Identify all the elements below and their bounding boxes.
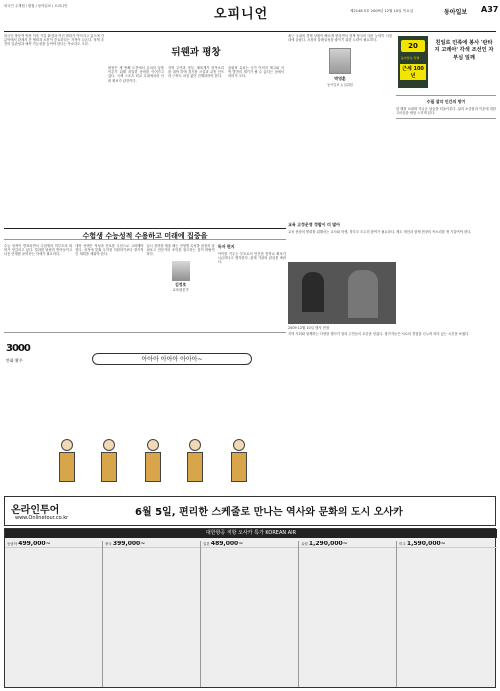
letters-section bbox=[288, 222, 496, 260]
book-cover bbox=[398, 36, 428, 88]
cartoon-brand: 3000 bbox=[6, 343, 30, 354]
author-name: 박영훈 bbox=[334, 76, 346, 82]
side-box bbox=[396, 95, 496, 119]
ad-item-price: 1,290,000~ bbox=[308, 541, 348, 547]
ad-item-price: 489,000~ bbox=[210, 541, 244, 547]
author-role: 동아일보 논설위원 bbox=[327, 83, 353, 88]
book-badge: 20 bbox=[401, 40, 425, 52]
main-text-3: 올림픽 유치는 국가 이미지 제고와 지역 발전의 계기가 될 수 있다는 점에서 의미가 크다. bbox=[228, 66, 284, 79]
op-ed-article bbox=[4, 244, 286, 328]
book-title: 친일로 민족에 봉사 '판타지 고레아' 각색 조선인 자부심 일깨 bbox=[434, 40, 494, 61]
main-text-columns bbox=[108, 66, 284, 216]
op-ed-author-role: 교육평론가 bbox=[172, 287, 189, 292]
photo-caption: 2009 12월 10일 행사 현장 bbox=[288, 326, 330, 330]
ad-column bbox=[201, 541, 299, 687]
issue-date: 제2148 5호 2009년 12월 10일 목요일 bbox=[350, 9, 414, 13]
op-ed-text-a: 수능 성적이 발표되면서 수험생과 학부모의 희비가 엇갈리고 있다. 결과를 담담히 받아들이고 다음 단계를 준비하는 자세가 필요하다. bbox=[4, 244, 73, 257]
reader-letter-text: 아이를 키우는 부모로서 안전한 통학로 확보가 시급하다고 생각한다. 관계 기관의 관심을 바란다. bbox=[217, 252, 286, 265]
cartoon-figure bbox=[144, 439, 162, 483]
ad-item-price: 499,000~ bbox=[18, 541, 51, 547]
page-number: A37 bbox=[481, 5, 499, 14]
cartoon-figure bbox=[100, 439, 118, 483]
side-text: 한 해를 보내며 지나온 날들을 되돌아본다. 삶의 소중함과 이웃에 대한 고마움을 새삼 느끼게 된다. bbox=[396, 107, 496, 116]
ad-url: www.Onlinetour.co.kr bbox=[15, 515, 69, 521]
op-ed-author bbox=[147, 261, 215, 292]
op-ed-title: 수험생 수능성적 수용하고 미래에 집중을 bbox=[82, 231, 208, 240]
cartoon-figures bbox=[52, 373, 282, 483]
ad-item-title: 유럽 bbox=[301, 542, 308, 546]
book-sub: 동아일보 특별 bbox=[401, 56, 420, 60]
ad-column bbox=[103, 541, 201, 687]
cartoon-strip bbox=[4, 332, 286, 492]
cartoon-author: 만화 황주 bbox=[6, 358, 23, 363]
ad-row-banner: 대한항공 직항 오사카 특가 KOREAN AIR bbox=[5, 529, 497, 538]
ad-column bbox=[299, 541, 397, 687]
travel-ad-grid bbox=[4, 528, 496, 688]
ad-item-title: 일본 bbox=[203, 542, 210, 546]
news-photo bbox=[288, 262, 396, 324]
cartoon-banner: 아아아 아아아 아아아~ bbox=[92, 353, 252, 365]
header-credits: 외국인 주재원 / 편집 / 동아일보 / 오피니언 bbox=[4, 4, 68, 8]
ad-column bbox=[5, 541, 103, 687]
section-title: 오피니언 bbox=[214, 7, 269, 22]
page-header bbox=[4, 3, 499, 33]
main-column bbox=[108, 34, 284, 226]
side-title: 수필 설악 인간의 향기 bbox=[426, 99, 466, 104]
right-lower-text: 지역 사회와 함께하는 다양한 행사가 열려 주민들의 호응을 얻었다. 참가자들은 서로의 경험을 나누며 의미 있는 시간을 보냈다. bbox=[288, 332, 470, 337]
left-column bbox=[4, 34, 104, 226]
op-ed-author-name: 김정호 bbox=[175, 281, 187, 287]
ad-headline: 6월 5일, 편리한 스케줄로 만나는 역사와 문화의 도시 오사카 bbox=[135, 507, 403, 518]
author-portrait bbox=[329, 48, 351, 74]
paper-name: 동아일보 bbox=[444, 9, 468, 16]
reader-letter-title: 독자 편지 bbox=[217, 244, 235, 249]
feature-book-box bbox=[396, 34, 496, 92]
header-rule bbox=[4, 31, 496, 32]
op-ed-author-photo bbox=[172, 261, 190, 281]
main-headline: 뒤웬과 평창 bbox=[171, 47, 221, 58]
right-column bbox=[396, 34, 496, 226]
main-text-2: 지역 주민과 정부, 체육계가 한목소리를 내야 하며 경기장 시설과 교통 인프라 구축도 차질 없이 진행되어야 한다. bbox=[168, 66, 224, 79]
left-column-text: 외국인 방문객 방한 이후 기업 환경과 여건 변화가 이어지고 있으며 각 분야에서 관계자 간 협력과 소통이 중요하다는 지적이 나온다. 정책 추진의 일관성과 예측 가능성을 높여야 한다는 목소리도 크다. bbox=[4, 34, 104, 47]
book-big: 근세 100년 bbox=[400, 64, 426, 80]
cartoon-figure bbox=[230, 439, 248, 483]
letters-text: 교육 현장의 변화를 위해서는 교사와 학생, 학부모 모두의 참여가 필요하다. 제도 개선과 함께 현장의 목소리를 귀 기울여야 한다. bbox=[288, 230, 472, 234]
ad-column bbox=[397, 541, 497, 687]
cartoon-figure bbox=[186, 439, 204, 483]
letters-title: 교육 고정운영 정발이 더 많아 bbox=[288, 222, 340, 227]
ad-header bbox=[4, 496, 496, 526]
ad-logo: 온라인투어 bbox=[11, 505, 60, 516]
second-right-text: 최근 국내외 경제 상황이 빠르게 변하면서 정책 당국의 대응 능력이 시험대에 올랐다. 시장의 불확실성을 줄이기 위한 노력이 필요하다. bbox=[288, 34, 392, 43]
author-box bbox=[288, 48, 392, 87]
op-ed-band bbox=[4, 228, 286, 240]
ad-item-title: 중국 bbox=[105, 542, 112, 546]
right-lower-article bbox=[288, 262, 496, 494]
cartoon-logo bbox=[6, 343, 46, 395]
op-ed-text-b: 대학 선택은 적성과 진로를 우선으로 고려해야 한다. 성적에 맞춰 무작정 지원하기보다 장기적인 계획을 세워야 한다. bbox=[75, 244, 144, 257]
ad-item-title: 미주 bbox=[399, 542, 406, 546]
op-ed-text-c: 입시 전략을 세울 때는 전형별 특성을 꼼꼼히 살펴보고 전문가의 조언을 참고하는 것이 바람직하다. bbox=[146, 244, 215, 257]
second-right-column bbox=[288, 34, 392, 226]
ad-item-title: 동남아 bbox=[7, 542, 18, 546]
ad-item-price: 399,000~ bbox=[112, 541, 146, 547]
main-text-1: 평창은 세 번째 도전에서 유치의 꿈을 이루기 위해 치밀한 준비를 이어가고 있다. 국제 스포츠 외교 무대에서의 신뢰 확보가 관건이다. bbox=[108, 66, 164, 83]
cartoon-figure bbox=[58, 439, 76, 483]
ad-item-price: 1,590,000~ bbox=[406, 541, 446, 547]
